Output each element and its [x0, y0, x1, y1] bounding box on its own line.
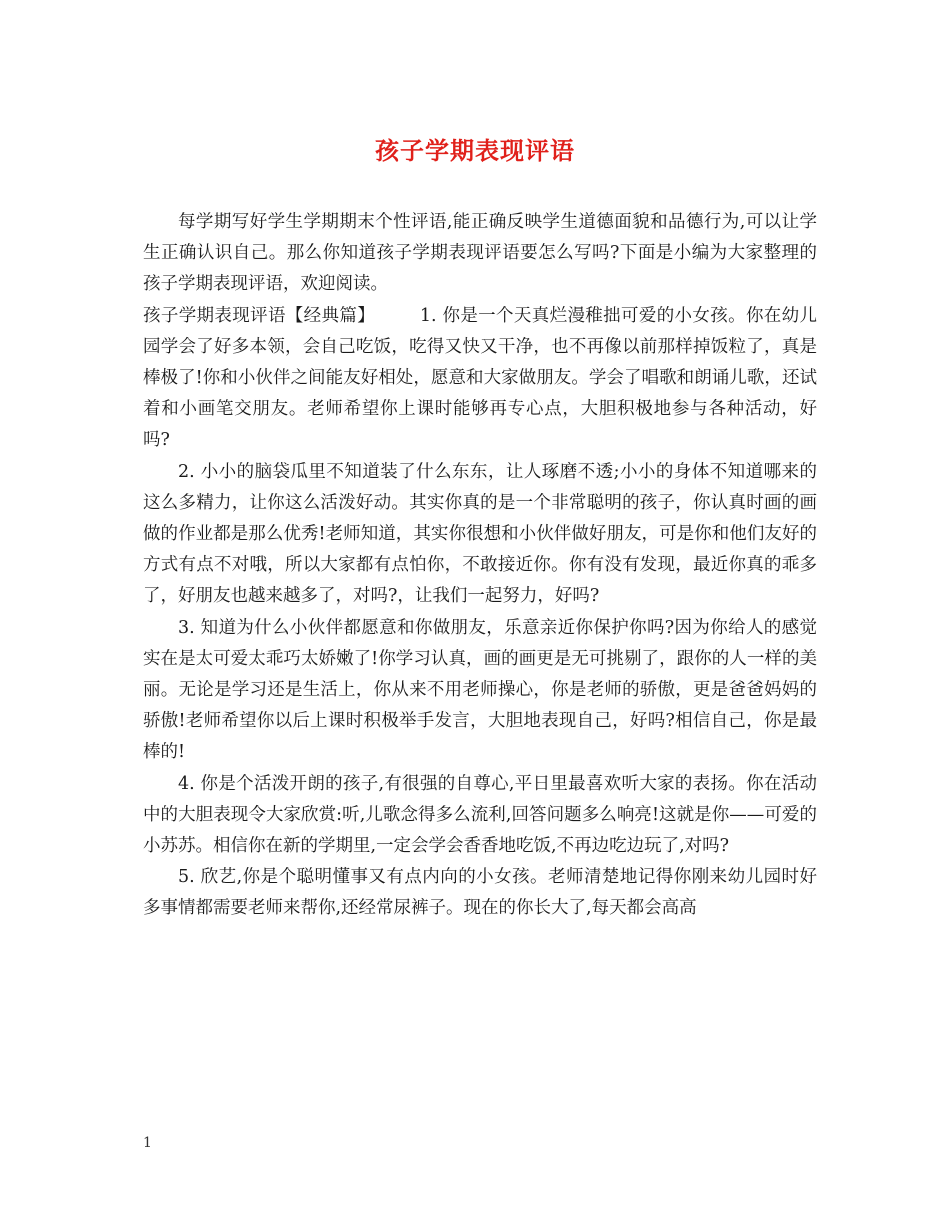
comment-item-1: 1. 你是一个天真烂漫稚拙可爱的小女孩。你在幼儿园学会了好多本领，会自己吃饭，吃得又快又干净，也不再像以前那样掉饭粒了，真是棒极了!你和小伙伴之间能友好相处，愿意和大家做朋友。学会了唱歌和朗诵儿歌，还试着和小画笔交朋友。老师希望你上课时能够再专心点，大胆积极地参与各种活动，好吗? — [143, 305, 818, 451]
comment-item-4: 4. 你是个活泼开朗的孩子,有很强的自尊心,平日里最喜欢听大家的表扬。你在活动中的大胆表现令大家欣赏:听,儿歌念得多么流利,回答问题多么响亮!这就是你——可爱的小苏苏。相信你在新的学期里,一定会学会香香地吃饭,不再边吃边玩了,对吗? — [143, 773, 817, 857]
section-gap — [366, 306, 420, 326]
page-number: 1 — [143, 1135, 152, 1151]
document-body — [143, 207, 817, 925]
section-heading: 孩子学期表现评语【经典篇】 — [143, 305, 367, 326]
comment-item-3: 3. 知道为什么小伙伴都愿意和你做朋友，乐意亲近你保护你吗?因为你给人的感觉实在是太可爱太乖巧太娇嫩了!你学习认真，画的画更是无可挑剔了，跟你的人一样的美丽。无论是学习还是生活上，你从来不用老师操心，你是老师的骄傲，更是爸爸妈妈的骄傲!老师希望你以后上课时积极举手发言，大胆地表现自己，好吗?相信自己，你是最棒的! — [143, 617, 817, 763]
intro-paragraph: 每学期写好学生学期期末个性评语,能正确反映学生道德面貌和品德行为,可以让学生正确认识自己。那么你知道孩子学期表现评语要怎么写吗?下面是小编为大家整理的孩子学期表现评语，欢迎阅读。 — [143, 212, 817, 295]
section-paragraph — [143, 301, 817, 457]
comment-item-2: 2. 小小的脑袋瓜里不知道装了什么东东，让人琢磨不透;小小的身体不知道哪来的这么多精力，让你这么活泼好动。其实你真的是一个非常聪明的孩子，你认真时画的画做的作业都是那么优秀!老师知道，其实你很想和小伙伴做好朋友，可是你和他们友好的方式有点不对哦，所以大家都有点怕你，不敢接近你。你有没有发现，最近你真的乖多了，好朋友也越来越多了，对吗?，让我们一起努力，好吗? — [143, 461, 817, 607]
comment-item-5: 5. 欣艺,你是个聪明懂事又有点内向的小女孩。老师清楚地记得你刚来幼儿园时好多事情都需要老师来帮你,还经常尿裤子。现在的你长大了,每天都会高高 — [143, 867, 817, 919]
document-title: 孩子学期表现评语 — [375, 136, 575, 165]
